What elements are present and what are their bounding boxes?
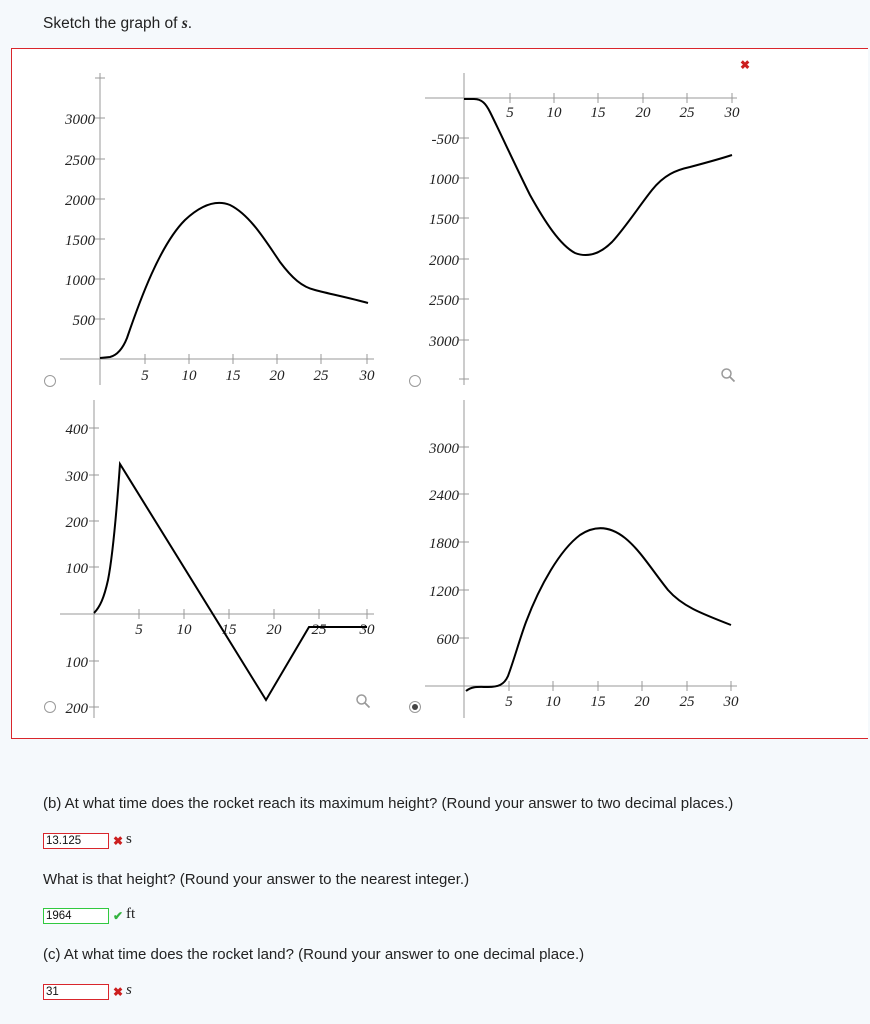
x-tick-label: 10 — [176, 622, 192, 638]
y-tick-label: 1000 — [429, 172, 459, 188]
y-tick-label: 300 — [65, 469, 88, 485]
x-tick-label: 30 — [359, 368, 375, 384]
x-tick-label: 5 — [506, 105, 514, 121]
prompt-text: Sketch the graph of — [43, 15, 182, 32]
zoom-icon[interactable] — [720, 367, 736, 383]
radio-graph-c[interactable] — [44, 701, 56, 713]
y-tick-label: -500 — [431, 132, 459, 148]
y-tick-label: 3000 — [65, 112, 95, 128]
question-b-text: (b) At what time does the rocket reach its maximum height? (Round your answer to two decimal places.) — [43, 795, 734, 812]
y-tick-label: 2500 — [429, 293, 459, 309]
incorrect-icon: ✖ — [113, 985, 124, 999]
answer-b-unit: s — [126, 831, 132, 847]
y-tick-label: 3000 — [429, 334, 459, 350]
x-tick-label: 20 — [635, 105, 651, 121]
incorrect-icon: ✖ — [113, 834, 124, 848]
x-tick-label: 30 — [723, 694, 739, 710]
y-tick-label: 1200 — [429, 584, 459, 600]
x-tick-label: 10 — [181, 368, 197, 384]
x-tick-label: 20 — [634, 694, 650, 710]
y-tick-label: 1800 — [429, 536, 459, 552]
question-prompt — [43, 15, 192, 33]
x-tick-label: 25 — [313, 368, 329, 384]
x-tick-label: 25 — [679, 694, 695, 710]
x-tick-label: 5 — [135, 622, 143, 638]
graph-option-b[interactable] — [425, 73, 740, 385]
answer-b-input[interactable]: 13.125 — [43, 833, 109, 849]
answer-height-unit: ft — [126, 906, 136, 922]
x-tick-label: 30 — [724, 105, 740, 121]
correct-icon: ✔ — [113, 909, 124, 923]
y-tick-label: 200 — [65, 515, 88, 531]
answer-c-unit: s — [126, 982, 132, 998]
prompt-period: . — [187, 15, 193, 32]
y-tick-label: 1500 — [429, 212, 459, 228]
question-height-text: What is that height? (Round your answer to the nearest integer.) — [43, 871, 470, 888]
x-tick-label: 10 — [546, 105, 562, 121]
x-tick-label: 20 — [266, 622, 282, 638]
x-tick-label: 25 — [679, 105, 695, 121]
y-tick-label: 2000 — [65, 193, 95, 209]
y-tick-label: 1000 — [65, 273, 95, 289]
x-tick-label: 5 — [505, 694, 513, 710]
y-tick-label: 2000 — [429, 253, 459, 269]
x-tick-label: 15 — [590, 694, 606, 710]
y-tick-label: 2400 — [429, 488, 459, 504]
x-tick-label: 30 — [359, 622, 375, 638]
zoom-icon[interactable] — [355, 693, 371, 709]
x-tick-label: 10 — [545, 694, 561, 710]
y-tick-label: 100 — [65, 655, 88, 671]
graph-option-a[interactable] — [60, 73, 374, 385]
y-tick-label: 3000 — [429, 441, 459, 457]
radio-graph-b[interactable] — [409, 375, 421, 387]
x-tick-label: 20 — [269, 368, 285, 384]
y-tick-label: 200 — [65, 701, 88, 717]
y-tick-label: 1500 — [65, 233, 95, 249]
radio-graph-a[interactable] — [44, 375, 56, 387]
answer-height-input[interactable]: 1964 — [43, 908, 109, 924]
answer-c-input[interactable]: 31 — [43, 984, 109, 1000]
x-tick-label: 5 — [141, 368, 149, 384]
graph-option-d[interactable] — [425, 400, 737, 718]
incorrect-icon: ✖ — [740, 58, 751, 72]
y-tick-label: 500 — [72, 313, 95, 329]
y-tick-label: 100 — [65, 561, 88, 577]
y-tick-label: 2500 — [65, 153, 95, 169]
prompt-variable: s — [181, 15, 188, 32]
x-tick-label: 15 — [221, 622, 237, 638]
radio-graph-d[interactable] — [409, 701, 421, 713]
x-tick-label: 15 — [590, 105, 606, 121]
graph-option-c[interactable] — [60, 400, 374, 718]
question-c-text: (c) At what time does the rocket land? (Round your answer to one decimal place.) — [43, 946, 585, 963]
x-tick-label: 25 — [311, 622, 327, 638]
y-tick-label: 600 — [436, 632, 459, 648]
y-tick-label: 400 — [65, 422, 88, 438]
x-tick-label: 15 — [225, 368, 241, 384]
